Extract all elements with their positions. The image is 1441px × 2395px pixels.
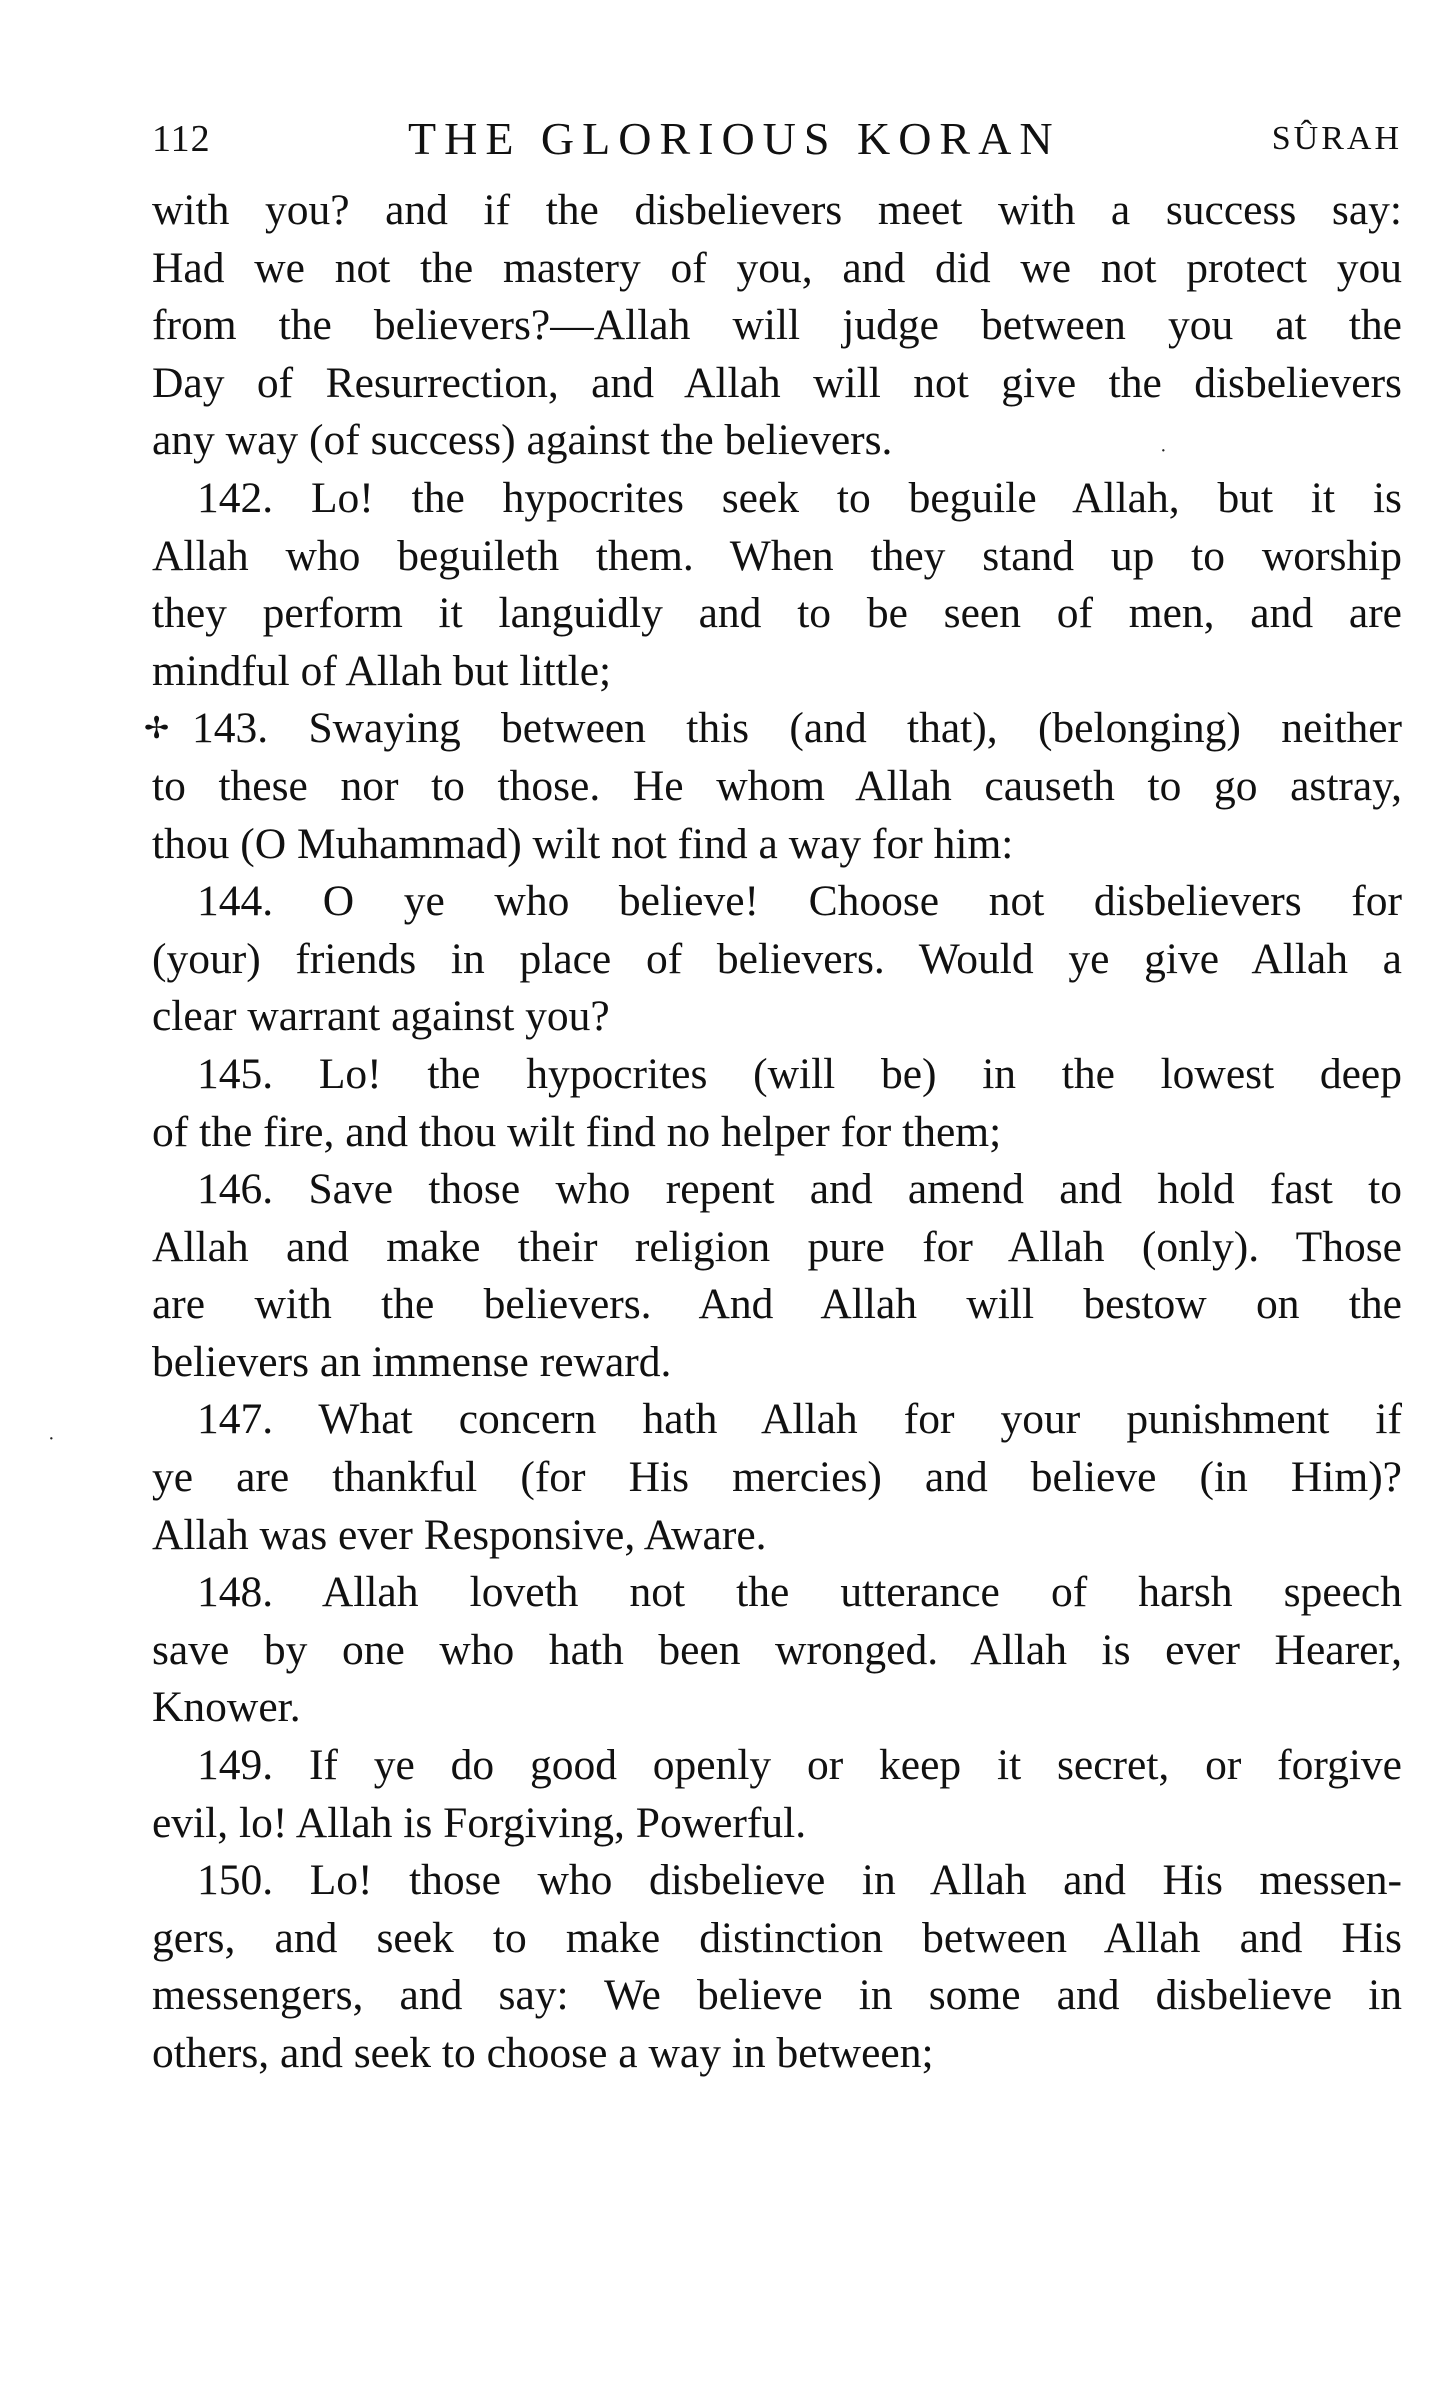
book-title: THE GLORIOUS KORAN bbox=[408, 113, 1061, 164]
text-line: mindful of Allah but little; bbox=[152, 646, 612, 695]
text-line: Day of Resurrection, and Allah will not give the disbelievers bbox=[152, 358, 1402, 407]
verse-first-line: 147. What concern hath Allah for your punishment if bbox=[197, 1395, 1402, 1444]
text-line: evil, lo! Allah is Forgiving, Powerful. bbox=[152, 1798, 807, 1847]
page-body bbox=[144, 182, 1402, 2083]
text-line: Knower. bbox=[152, 1683, 301, 1732]
verse-first-line: 150. Lo! those who disbelieve in Allah and His messen- bbox=[197, 1856, 1402, 1905]
text-line: thou (O Muhammad) wilt not find a way for him: bbox=[152, 819, 1014, 868]
print-speck: · bbox=[48, 1428, 55, 1450]
text-line: any way (of success) against the believers. bbox=[152, 416, 893, 465]
book-page bbox=[144, 108, 1402, 2083]
text-line: Allah who beguileth them. When they stand up to worship bbox=[152, 531, 1402, 580]
verse-first-line: 149. If ye do good openly or keep it secret, or forgive bbox=[197, 1741, 1402, 1790]
text-line: others, and seek to choose a way in between; bbox=[152, 2029, 934, 2077]
verse-first-line: 144. O ye who believe! Choose not disbelievers for bbox=[197, 877, 1402, 926]
verse-first-line: 148. Allah loveth not the utterance of harsh speech bbox=[197, 1568, 1402, 1617]
verse-144 bbox=[152, 873, 1402, 1046]
verse-148 bbox=[152, 1564, 1402, 1737]
text-line: messengers, and say: We believe in some and disbelieve in bbox=[152, 1971, 1402, 2020]
verse-145 bbox=[152, 1046, 1402, 1161]
section-marker-icon: ✢ bbox=[144, 712, 170, 746]
text-line: Had we not the mastery of you, and did we not protect you bbox=[152, 243, 1402, 292]
running-head bbox=[152, 108, 1402, 170]
verse-147 bbox=[152, 1391, 1402, 1564]
verse-149 bbox=[152, 1737, 1402, 1852]
text-line: gers, and seek to make distinction between Allah and His bbox=[152, 1913, 1402, 1962]
text-line: to these nor to those. He whom Allah causeth to go astray, bbox=[152, 761, 1402, 810]
text-line: (your) friends in place of believers. Would ye give Allah a bbox=[152, 934, 1402, 983]
verse-142 bbox=[152, 470, 1402, 700]
print-speck: · bbox=[1160, 440, 1167, 462]
verse-first-line: 142. Lo! the hypocrites seek to beguile Allah, but it is bbox=[197, 473, 1402, 522]
text-line: are with the believers. And Allah will bestow on the bbox=[152, 1280, 1402, 1329]
verse-150 bbox=[152, 1852, 1402, 2082]
verse-143 bbox=[144, 700, 1402, 873]
text-line: they perform it languidly and to be seen of men, and are bbox=[152, 589, 1402, 638]
text-line: save by one who hath been wronged. Allah is ever Hearer, bbox=[152, 1625, 1402, 1674]
text-line: clear warrant against you? bbox=[152, 992, 610, 1041]
text-line: from the believers?—Allah will judge between you at the bbox=[152, 301, 1402, 350]
verse-first-line: 146. Save those who repent and amend and hold fast to bbox=[197, 1165, 1402, 1214]
text-line: ye are thankful (for His mercies) and believe (in Him)? bbox=[152, 1453, 1402, 1502]
verse-first-line bbox=[144, 700, 1402, 758]
verse-first-line: 145. Lo! the hypocrites (will be) in the lowest deep bbox=[197, 1049, 1402, 1098]
verse-146 bbox=[152, 1161, 1402, 1391]
text-line: with you? and if the disbelievers meet with a success say: bbox=[152, 186, 1402, 234]
text-line: Allah was ever Responsive, Aware. bbox=[152, 1510, 767, 1559]
text-line: Allah and make their religion pure for Allah (only). Those bbox=[152, 1222, 1402, 1271]
text-line: of the fire, and thou wilt find no helper for them; bbox=[152, 1107, 1002, 1156]
surah-label: SÛRAH bbox=[1271, 120, 1402, 157]
page-number: 112 bbox=[152, 118, 211, 160]
verse-first-line-text: 143. Swaying between this (and that), (belonging) neither bbox=[192, 704, 1402, 753]
text-line: believers an immense reward. bbox=[152, 1337, 672, 1386]
continuation-paragraph bbox=[152, 182, 1402, 470]
